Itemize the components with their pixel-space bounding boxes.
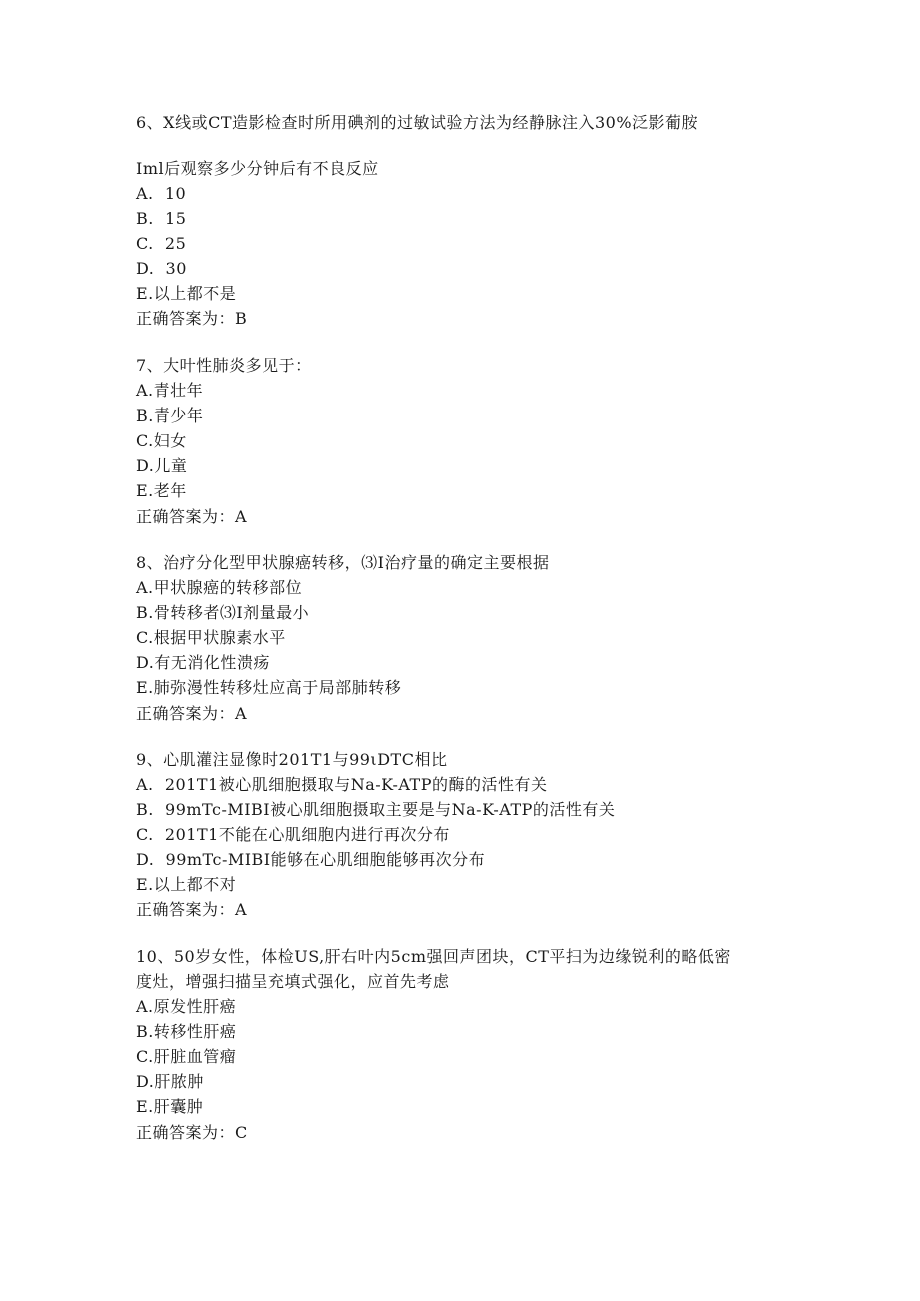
- question-10-option-c: C.肝脏血管瘤: [136, 1047, 237, 1066]
- question-8-option-d: D.有无消化性溃疡: [136, 653, 270, 672]
- question-8-option-e: E.肺弥漫性转移灶应高于局部肺转移: [136, 678, 402, 697]
- question-6-option-b: B. 15: [136, 209, 187, 228]
- question-9-answer: 正确答案为：A: [136, 900, 248, 919]
- question-8-stem: 8、治疗分化型甲状腺癌转移，⑶I治疗量的确定主要根据: [136, 553, 550, 572]
- question-8-option-c: C.根据甲状腺素水平: [136, 628, 286, 647]
- question-10-stem-line-1: 10、50岁女性，体检US,肝右叶内5cm强回声团块，CT平扫为边缘锐利的略低密: [136, 947, 731, 966]
- question-6-stem-line-2: Iml后观察多少分钟后有不良反应: [136, 159, 379, 178]
- question-7-option-c: C.妇女: [136, 431, 187, 450]
- question-8-answer: 正确答案为：A: [136, 704, 248, 723]
- question-7-stem: 7、大叶性肺炎多见于：: [136, 356, 312, 375]
- question-6-stem-line-1: 6、X线或CT造影检查时所用碘剂的过敏试验方法为经静脉注入30%泛影葡胺: [136, 113, 699, 132]
- question-9-stem: 9、心肌灌注显像时201T1与99ιDTC相比: [136, 750, 448, 769]
- question-10-option-b: B.转移性肝癌: [136, 1022, 237, 1041]
- question-9-option-d: D. 99mTc-MIBI能够在心肌细胞能够再次分布: [136, 850, 486, 869]
- question-6-answer: 正确答案为：B: [136, 309, 248, 328]
- question-7-option-b: B.青少年: [136, 406, 204, 425]
- question-6-option-a: A. 10: [136, 184, 187, 203]
- question-6-option-d: D. 30: [136, 259, 187, 278]
- question-6-option-c: C. 25: [136, 234, 187, 253]
- question-10-answer: 正确答案为：C: [136, 1123, 248, 1142]
- question-10-option-d: D.肝脓肿: [136, 1072, 204, 1091]
- question-9-option-e: E.以上都不对: [136, 875, 237, 894]
- question-8-option-a: A.甲状腺癌的转移部位: [136, 578, 303, 597]
- question-7-option-e: E.老年: [136, 481, 187, 500]
- question-7-answer: 正确答案为：A: [136, 507, 248, 526]
- question-7-option-a: A.青壮年: [136, 381, 204, 400]
- question-10-option-e: E.肝囊肿: [136, 1097, 204, 1116]
- question-7-option-d: D.儿童: [136, 456, 188, 475]
- question-6-option-e: E.以上都不是: [136, 284, 237, 303]
- question-10-option-a: A.原发性肝癌: [136, 997, 237, 1016]
- question-9-option-c: C. 201T1不能在心肌细胞内进行再次分布: [136, 825, 450, 844]
- question-10-stem-line-2: 度灶，增强扫描呈充填式强化，应首先考虑: [136, 972, 450, 991]
- question-9-option-b: B. 99mTc-MIBI被心肌细胞摄取主要是与Na-K-ATP的活性有关: [136, 800, 616, 819]
- question-8-option-b: B.骨转移者⑶I剂量最小: [136, 603, 310, 622]
- question-9-option-a: A. 201T1被心肌细胞摄取与Na-K-ATP的酶的活性有关: [136, 775, 548, 794]
